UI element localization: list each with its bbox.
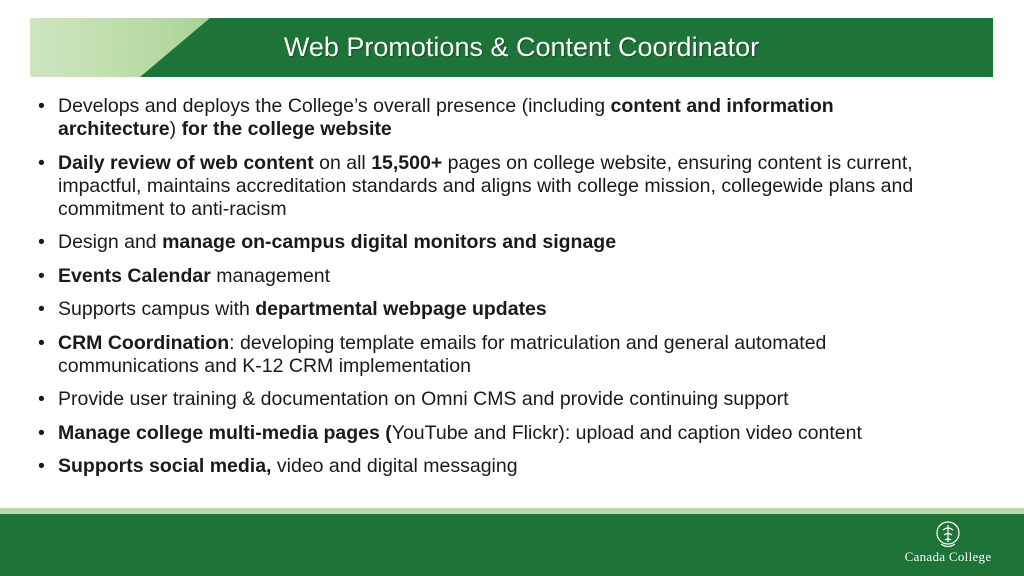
logo-text: Canada College — [904, 549, 992, 564]
bullet-item — [38, 152, 948, 221]
title-banner — [30, 18, 993, 77]
bullet-bold-text: manage on-campus digital monitors and signage — [162, 231, 617, 253]
bullet-text: on all — [313, 151, 372, 174]
bullet-text: Develops and deploys the College’s overall presence (including — [58, 95, 611, 117]
bullet-item — [38, 265, 948, 288]
bullet-text: Provide user training & documentation on Omni CMS and provide continuing support — [58, 388, 789, 410]
college-seal-icon — [932, 520, 964, 550]
bullet-bold-text: content and information architecture — [58, 95, 834, 140]
page-title: Web Promotions & Content Coordinator — [283, 32, 760, 62]
bullet-text: management — [210, 264, 331, 287]
bullet-item — [38, 422, 948, 445]
bullet-item — [38, 388, 948, 411]
bullet-text: Design and — [58, 231, 163, 253]
bullet-list — [38, 95, 948, 489]
bullet-text: : developing template emails for matriculation and general automated communications and K-12 CRM implementation — [58, 331, 827, 377]
bullet-item — [38, 332, 948, 378]
bullet-bold-text: departmental webpage updates — [255, 298, 547, 320]
bullet-item — [38, 231, 948, 254]
bullet-bold-text: for the college website — [181, 118, 392, 140]
bullet-bold-text: CRM Coordination — [58, 331, 230, 354]
bullet-bold-text: Manage college multi-media pages ( — [58, 421, 392, 444]
college-logo — [898, 520, 998, 572]
bullet-bold-text: Daily review of web content — [58, 151, 314, 174]
bullet-text: video and digital messaging — [271, 455, 518, 477]
bullet-text: Supports campus with — [58, 298, 256, 320]
bullet-bold-text: Supports social media, — [58, 455, 272, 477]
bullet-text: YouTube and Flickr): upload and caption video content — [391, 421, 862, 444]
bullet-item — [38, 298, 948, 321]
bullet-bold-text: Events Calendar — [58, 264, 211, 287]
bullet-bold-text: 15,500+ — [371, 151, 443, 174]
bullet-text: pages on college website, ensuring content is current, impactful, maintains accreditation standards and aligns with college mission, collegewide plans and commitment to anti-racism — [58, 151, 914, 220]
footer-banner — [0, 514, 1024, 576]
bullet-text: ) — [169, 118, 182, 140]
bullet-item — [38, 95, 948, 141]
bullet-item — [38, 455, 948, 478]
